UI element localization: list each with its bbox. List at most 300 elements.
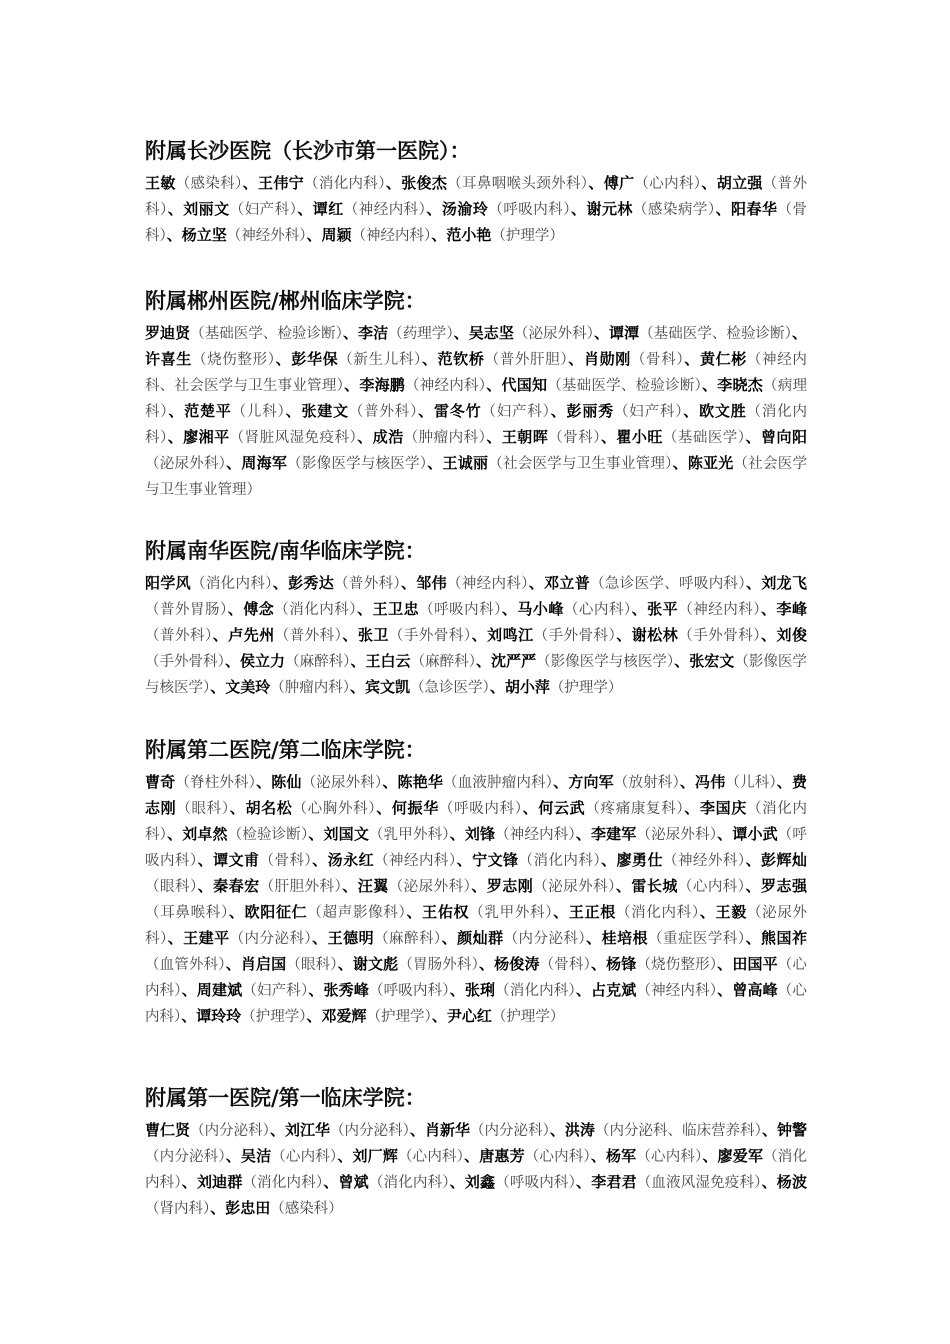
list-separator: 、 xyxy=(575,981,591,999)
staff-name: 刘龙飞 xyxy=(761,574,807,592)
staff-name: 陈亚光 xyxy=(687,454,734,472)
list-separator: 、 xyxy=(672,454,688,472)
staff-department: （心内科） xyxy=(636,1149,703,1165)
list-separator: 、 xyxy=(601,851,617,869)
staff-name: 颜灿群 xyxy=(457,929,504,947)
staff-department: （妇产科） xyxy=(242,983,309,999)
list-separator: 、 xyxy=(350,678,366,696)
section-title: 附属长沙医院（长沙市第一医院）： xyxy=(145,138,471,163)
list-separator: 、 xyxy=(242,174,258,192)
staff-department: （麻醉科） xyxy=(410,654,476,670)
staff-department: （影像医学与核医学） xyxy=(536,654,675,670)
staff-department: （放射科） xyxy=(613,775,680,791)
list-separator: 、 xyxy=(308,825,324,843)
staff-name: 傅广 xyxy=(603,174,635,192)
staff-department: （神经内科） xyxy=(636,983,718,999)
staff-name: 肖勋刚 xyxy=(583,350,631,368)
staff-name: 谭玲玲 xyxy=(196,1007,242,1025)
staff-department: （麻醉科） xyxy=(285,654,351,670)
staff-department: （检验诊断） xyxy=(227,827,309,843)
staff-department: （眼科） xyxy=(145,879,198,895)
staff-name: 肖启国 xyxy=(240,955,287,973)
list-separator: 、 xyxy=(471,877,487,895)
list-separator: 、 xyxy=(385,174,402,192)
section-first-hospital xyxy=(145,1081,807,1222)
staff-department: （消化内科） xyxy=(274,602,358,618)
staff-name: 侯立力 xyxy=(239,652,286,670)
staff-department: （消化内科） xyxy=(145,1149,807,1191)
list-separator: 、 xyxy=(616,626,632,644)
list-separator: 、 xyxy=(350,652,366,670)
list-separator: 、 xyxy=(212,626,229,644)
list-separator: 、 xyxy=(226,454,242,472)
staff-name: 何振华 xyxy=(391,799,439,817)
staff-name: 廖湘平 xyxy=(183,428,230,446)
list-separator: 、 xyxy=(745,929,762,947)
staff-list xyxy=(145,1115,807,1222)
staff-department: （普外肝胆） xyxy=(484,352,569,368)
list-separator: 、 xyxy=(684,799,700,817)
staff-name: 肖新华 xyxy=(424,1121,470,1139)
staff-department: （消化内科） xyxy=(304,176,386,192)
staff-name: 王白云 xyxy=(365,652,411,670)
staff-department: （手外骨科） xyxy=(388,628,472,644)
list-separator: 、 xyxy=(745,877,761,895)
list-separator: 、 xyxy=(760,600,777,618)
staff-name: 刘鸣江 xyxy=(487,626,534,644)
staff-department: （心内科） xyxy=(563,602,632,618)
section-title: 附属第一医院/第一临床学院： xyxy=(145,1085,426,1110)
list-separator: 、 xyxy=(683,402,700,420)
list-separator: 、 xyxy=(479,955,495,973)
section-second-hospital xyxy=(145,733,807,1030)
list-separator: 、 xyxy=(431,226,447,244)
staff-name: 谭小武 xyxy=(732,825,778,843)
staff-department: （肾内科） xyxy=(145,1201,211,1217)
staff-name: 洪涛 xyxy=(564,1121,595,1139)
staff-name: 欧阳征仁 xyxy=(244,903,308,921)
list-separator: 、 xyxy=(323,1173,339,1191)
list-separator: 、 xyxy=(431,1007,447,1025)
staff-department: （脊柱外科） xyxy=(175,775,257,791)
staff-name: 罗志强 xyxy=(761,877,807,895)
staff-name: 张秀峰 xyxy=(323,981,369,999)
staff-name: 卢先州 xyxy=(228,626,275,644)
list-separator: 、 xyxy=(167,428,184,446)
list-separator: 、 xyxy=(576,1173,592,1191)
list-separator: 、 xyxy=(449,825,465,843)
staff-department: （乳甲外科） xyxy=(469,905,554,921)
staff-department: （耳鼻喉科） xyxy=(145,905,229,921)
list-separator: 、 xyxy=(761,1121,777,1139)
staff-department: （神经内科、社会医学与卫生事业管理） xyxy=(145,352,807,394)
staff-department: （泌尿外科） xyxy=(301,775,383,791)
staff-department: （心内科） xyxy=(398,1149,465,1165)
staff-name: 刘丽文 xyxy=(183,200,230,218)
list-separator: 、 xyxy=(312,929,328,947)
staff-name: 傅念 xyxy=(243,600,275,618)
staff-department: （感染病学） xyxy=(632,202,716,218)
staff-department: （社会医学与卫生事业管理） xyxy=(488,456,673,472)
staff-name: 钟警 xyxy=(776,1121,807,1139)
staff-department: （消化内科） xyxy=(495,983,576,999)
staff-department: （妇产科） xyxy=(481,404,551,420)
staff-department: （基础医学） xyxy=(662,430,746,446)
list-separator: 、 xyxy=(306,1007,322,1025)
list-separator: 、 xyxy=(400,574,417,592)
staff-name: 占克斌 xyxy=(591,981,637,999)
staff-name: 刘国文 xyxy=(323,825,369,843)
staff-name: 彭丽秀 xyxy=(566,402,614,420)
staff-department: （心内科） xyxy=(634,176,702,192)
staff-name: 瞿小旺 xyxy=(616,428,663,446)
staff-name: 王佑权 xyxy=(422,903,470,921)
staff-department: （消化内科） xyxy=(191,576,273,592)
staff-name: 阳春华 xyxy=(731,200,778,218)
staff-department: （肿瘤内科） xyxy=(270,680,351,696)
staff-name: 王朝晖 xyxy=(501,428,549,446)
staff-department: （基础医学、检验诊断） xyxy=(547,378,703,394)
staff-department: （儿科） xyxy=(725,775,777,791)
staff-department: （神经内科） xyxy=(374,853,457,869)
staff-department: （内分泌科） xyxy=(145,1149,226,1165)
staff-name: 王伟宁 xyxy=(258,174,305,192)
staff-department: （超声影像科） xyxy=(307,905,407,921)
staff-department: （呼吸内科） xyxy=(488,202,571,218)
staff-name: 王毅 xyxy=(715,903,747,921)
staff-department: （社会医学与卫生事业管理） xyxy=(145,456,807,498)
staff-name: 李君君 xyxy=(591,1173,637,1191)
list-separator: 、 xyxy=(745,428,761,446)
list-separator: 、 xyxy=(225,955,241,973)
staff-name: 成浩 xyxy=(372,428,404,446)
staff-department: （手外骨科） xyxy=(145,654,225,670)
staff-name: 胡小萍 xyxy=(504,678,550,696)
staff-department: （神经外科） xyxy=(663,853,746,869)
staff-name: 杨锋 xyxy=(606,955,637,973)
staff-department: （泌尿外科） xyxy=(513,326,594,342)
list-separator: 、 xyxy=(167,929,184,947)
staff-department: （内分泌科、临床营养科） xyxy=(594,1123,762,1139)
section-nanhua-hospital xyxy=(145,534,807,701)
staff-name: 李海鹏 xyxy=(359,376,406,394)
staff-department: （呼吸内科） xyxy=(145,827,807,869)
staff-department: （普外科） xyxy=(348,404,419,420)
list-separator: 、 xyxy=(306,226,322,244)
staff-name: 秦春宏 xyxy=(213,877,260,895)
staff-name: 汤渝玲 xyxy=(441,200,489,218)
staff-department: （呼吸内科） xyxy=(369,983,450,999)
staff-name: 王卫忠 xyxy=(372,600,420,618)
list-separator: 、 xyxy=(181,1173,197,1191)
staff-name: 曹仁贤 xyxy=(145,1121,191,1139)
section-title: 附属郴州医院/郴州临床学院： xyxy=(145,288,426,313)
list-separator: 、 xyxy=(181,981,197,999)
staff-name: 谢松林 xyxy=(631,626,679,644)
staff-name: 刘江华 xyxy=(284,1121,331,1139)
list-separator: 、 xyxy=(342,877,358,895)
staff-department: （新生儿科） xyxy=(338,352,422,368)
list-separator: 、 xyxy=(308,981,324,999)
list-separator: 、 xyxy=(406,903,423,921)
list-separator: 、 xyxy=(528,574,545,592)
staff-department: （肿瘤内科） xyxy=(403,430,487,446)
list-separator: 、 xyxy=(702,376,718,394)
list-separator: 、 xyxy=(553,773,569,791)
staff-department: （消化内科） xyxy=(368,1175,450,1191)
staff-name: 谢文彪 xyxy=(352,955,399,973)
staff-department: （消化内科） xyxy=(518,853,602,869)
staff-name: 谭红 xyxy=(312,200,344,218)
list-separator: 、 xyxy=(441,929,458,947)
list-separator: 、 xyxy=(549,1121,565,1139)
staff-name: 雷长城 xyxy=(631,877,678,895)
staff-department: （普外科） xyxy=(334,576,401,592)
staff-department: （手外骨科） xyxy=(533,628,617,644)
staff-department: （疼痛康复科） xyxy=(585,801,685,817)
staff-name: 宾文凯 xyxy=(365,678,411,696)
staff-department: （泌尿外科） xyxy=(388,879,472,895)
staff-name: 王诚丽 xyxy=(442,454,489,472)
list-separator: 、 xyxy=(427,454,443,472)
list-separator: 、 xyxy=(224,652,240,670)
staff-name: 吴洁 xyxy=(240,1147,272,1165)
list-separator: 、 xyxy=(717,955,733,973)
staff-name: 刘鑫 xyxy=(464,1173,496,1191)
staff-name: 汪翼 xyxy=(357,877,389,895)
staff-list xyxy=(145,168,807,249)
staff-department: （护理学） xyxy=(491,228,564,244)
staff-department: （感染科） xyxy=(175,176,243,192)
staff-list xyxy=(145,568,807,701)
list-separator: 、 xyxy=(449,981,465,999)
staff-department: （心胸外科） xyxy=(292,801,377,817)
staff-name: 谭潭 xyxy=(609,324,640,342)
staff-department: （骨科） xyxy=(539,957,591,973)
staff-department: （呼吸内科） xyxy=(438,801,523,817)
staff-name: 桂培根 xyxy=(601,929,649,947)
list-separator: 、 xyxy=(486,376,502,394)
staff-name: 刘锋 xyxy=(464,825,496,843)
staff-name: 张琍 xyxy=(464,981,496,999)
staff-department: （泌尿外科） xyxy=(636,827,718,843)
list-separator: 、 xyxy=(631,600,648,618)
list-separator: 、 xyxy=(761,1173,777,1191)
staff-name: 彭忠田 xyxy=(225,1199,271,1217)
list-separator: 、 xyxy=(297,200,313,218)
staff-department: （普外科） xyxy=(145,176,807,218)
staff-department: （影像医学与核医学） xyxy=(287,456,428,472)
staff-name: 许喜生 xyxy=(145,350,192,368)
list-separator: 、 xyxy=(167,825,183,843)
list-separator: 、 xyxy=(456,851,473,869)
list-separator: 、 xyxy=(337,955,353,973)
section-chenzhou-hospital xyxy=(145,284,807,503)
staff-name: 李建军 xyxy=(591,825,637,843)
list-separator: 、 xyxy=(593,324,610,342)
staff-department: （病理科） xyxy=(145,378,807,420)
staff-department: （普外科） xyxy=(145,628,213,644)
staff-name: 周海军 xyxy=(241,454,288,472)
staff-name: 罗志刚 xyxy=(486,877,534,895)
staff-name: 谢元林 xyxy=(586,200,633,218)
staff-department: （血液风湿免疫科） xyxy=(636,1175,762,1191)
staff-department: （骨科） xyxy=(548,430,601,446)
staff-department: （呼吸内科） xyxy=(419,602,502,618)
staff-department: （普外科） xyxy=(274,628,343,644)
staff-department: （神经内科） xyxy=(678,602,761,618)
list-separator: 、 xyxy=(591,955,607,973)
list-separator: 、 xyxy=(588,174,604,192)
staff-name: 曾向阳 xyxy=(761,428,807,446)
staff-department: （内分泌科） xyxy=(229,931,313,947)
staff-name: 陈艳华 xyxy=(397,773,444,791)
list-separator: 、 xyxy=(269,1121,285,1139)
list-separator: 、 xyxy=(337,1147,353,1165)
staff-department: （妇产科） xyxy=(229,202,298,218)
list-separator: 、 xyxy=(501,600,518,618)
list-separator: 、 xyxy=(715,200,732,218)
staff-department: （妇产科） xyxy=(613,404,684,420)
list-separator: 、 xyxy=(600,428,617,446)
list-separator: 、 xyxy=(717,825,733,843)
list-separator: 、 xyxy=(776,773,792,791)
list-separator: 、 xyxy=(570,200,587,218)
staff-name: 杨军 xyxy=(606,1147,637,1165)
staff-name: 刘卓然 xyxy=(182,825,228,843)
list-separator: 、 xyxy=(285,402,302,420)
staff-department: （内分泌科） xyxy=(330,1123,410,1139)
staff-department: （神经内科） xyxy=(343,202,427,218)
staff-department: （心内科） xyxy=(271,1149,338,1165)
staff-department: （神经外科） xyxy=(226,228,307,244)
list-separator: 、 xyxy=(197,877,214,895)
list-separator: 、 xyxy=(464,1147,480,1165)
staff-department: （胃肠外科） xyxy=(398,957,479,973)
list-separator: 、 xyxy=(210,1199,226,1217)
staff-department: （骨科） xyxy=(145,202,807,244)
staff-name: 邓立普 xyxy=(544,574,591,592)
list-separator: 、 xyxy=(791,324,807,342)
staff-department: （护理学） xyxy=(491,1009,565,1025)
staff-list xyxy=(145,318,807,503)
list-separator: 、 xyxy=(701,174,717,192)
staff-name: 雷冬竹 xyxy=(433,402,482,420)
staff-department: （内分泌科） xyxy=(503,931,587,947)
list-separator: 、 xyxy=(229,799,246,817)
staff-department: （麻醉科） xyxy=(374,931,442,947)
list-separator: 、 xyxy=(426,200,442,218)
staff-department: （血管外科） xyxy=(145,957,226,973)
list-separator: 、 xyxy=(745,851,762,869)
staff-department: （耳鼻咽喉头颈外科） xyxy=(447,176,589,192)
list-separator: 、 xyxy=(344,376,360,394)
staff-name: 邓爱辉 xyxy=(321,1007,367,1025)
staff-name: 杨立坚 xyxy=(181,226,227,244)
staff-name: 邹伟 xyxy=(416,574,447,592)
staff-name: 刘俊 xyxy=(776,626,807,644)
staff-name: 杨俊涛 xyxy=(494,955,540,973)
staff-department: （影像医学与核医学） xyxy=(145,654,807,696)
list-separator: 、 xyxy=(568,350,584,368)
staff-department: （内分泌科） xyxy=(190,1123,270,1139)
staff-name: 彭华保 xyxy=(291,350,339,368)
staff-name: 周颖 xyxy=(321,226,352,244)
staff-name: 陈仙 xyxy=(271,773,302,791)
list-separator: 、 xyxy=(166,226,182,244)
staff-name: 李国庆 xyxy=(699,799,747,817)
list-separator: 、 xyxy=(615,877,632,895)
staff-name: 李洁 xyxy=(358,324,389,342)
list-separator: 、 xyxy=(342,626,358,644)
staff-name: 范小艳 xyxy=(446,226,492,244)
staff-department: （烧伤整形） xyxy=(191,352,276,368)
staff-name: 田国平 xyxy=(732,955,778,973)
list-separator: 、 xyxy=(684,350,700,368)
staff-name: 李峰 xyxy=(776,600,807,618)
staff-name: 宁文锋 xyxy=(472,851,519,869)
staff-name: 王建平 xyxy=(183,929,230,947)
list-separator: 、 xyxy=(674,652,690,670)
staff-department: （护理学） xyxy=(366,1009,432,1025)
staff-name: 欧文胜 xyxy=(699,402,747,420)
staff-department: （消化内科） xyxy=(242,1175,324,1191)
staff-name: 汤永红 xyxy=(327,851,375,869)
staff-name: 王正根 xyxy=(568,903,616,921)
staff-department: （心内科） xyxy=(524,1149,591,1165)
staff-name: 张平 xyxy=(647,600,679,618)
staff-name: 方向军 xyxy=(568,773,614,791)
staff-department: （手外骨科） xyxy=(678,628,761,644)
staff-department: （消化内科） xyxy=(615,905,700,921)
list-separator: 、 xyxy=(522,799,539,817)
staff-department: （泌尿外科） xyxy=(145,456,227,472)
staff-name: 张卫 xyxy=(357,626,389,644)
list-separator: 、 xyxy=(225,1147,241,1165)
staff-department: （内分泌科） xyxy=(470,1123,550,1139)
staff-department: （消化内科） xyxy=(145,404,807,446)
staff-name: 刘迪群 xyxy=(196,1173,243,1191)
list-separator: 、 xyxy=(550,402,567,420)
staff-department: （心内科） xyxy=(145,957,807,999)
list-separator: 、 xyxy=(197,851,214,869)
staff-name: 范钦桥 xyxy=(437,350,485,368)
staff-department: （消化内科） xyxy=(145,801,807,843)
list-separator: 、 xyxy=(453,324,469,342)
staff-department: （肾脏风湿免疫科） xyxy=(229,430,358,446)
staff-name: 张建文 xyxy=(301,402,349,420)
staff-department: （骨科） xyxy=(259,853,313,869)
list-separator: 、 xyxy=(181,1007,197,1025)
staff-department: （乳甲外科） xyxy=(369,827,450,843)
staff-name: 熊国祚 xyxy=(761,929,807,947)
staff-name: 谭文甫 xyxy=(213,851,260,869)
list-separator: 、 xyxy=(590,1147,607,1165)
staff-name: 李晓杰 xyxy=(717,376,764,394)
staff-name: 胡名松 xyxy=(245,799,293,817)
list-separator: 、 xyxy=(312,851,328,869)
staff-department: （烧伤整形） xyxy=(636,957,718,973)
staff-name: 周建斌 xyxy=(196,981,243,999)
staff-name: 马小峰 xyxy=(517,600,564,618)
staff-department: （神经内科） xyxy=(495,827,576,843)
staff-name: 刘厂辉 xyxy=(352,1147,399,1165)
list-separator: 、 xyxy=(409,1121,425,1139)
list-separator: 、 xyxy=(679,773,696,791)
list-separator: 、 xyxy=(256,773,272,791)
staff-department: （肝胆外科） xyxy=(259,879,343,895)
staff-name: 彭辉灿 xyxy=(761,851,807,869)
